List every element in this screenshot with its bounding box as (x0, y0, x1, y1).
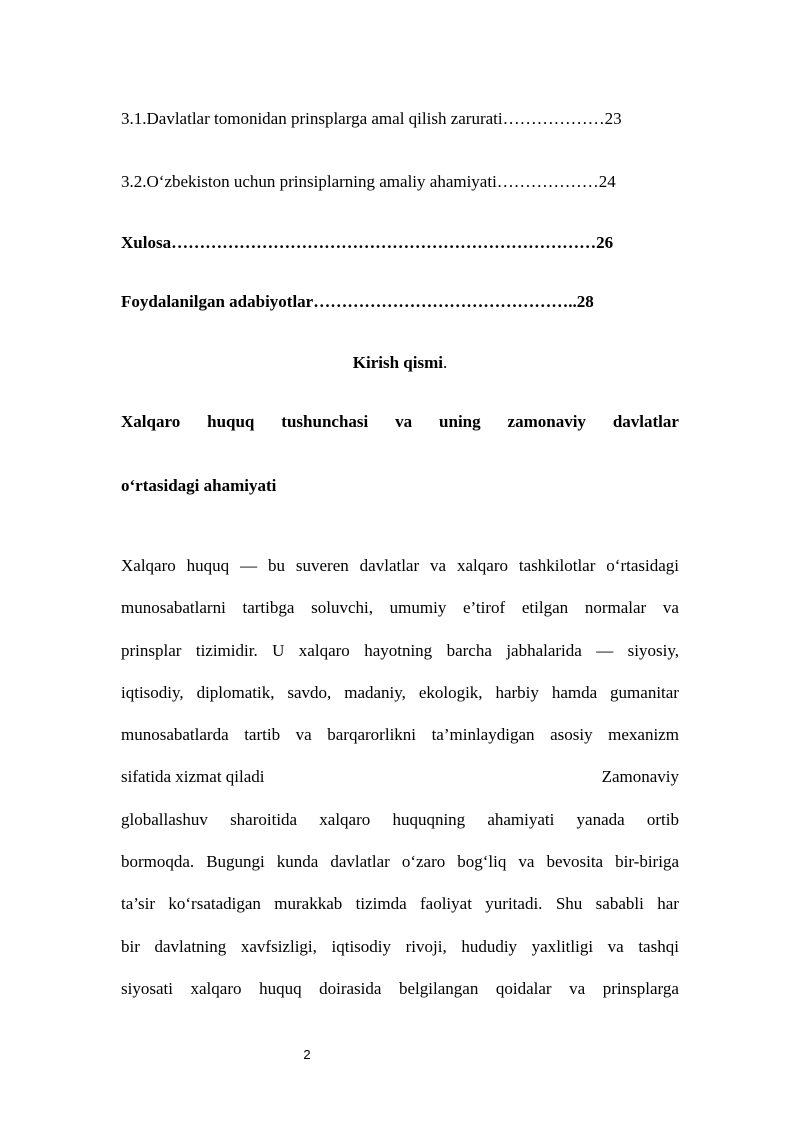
body-line-7-word: ahamiyati (487, 809, 555, 829)
toc-item-3-1: 3.1.Davlatlar tomonidan prinsplarga amal qilish zarurati………………23 (121, 109, 622, 128)
body-line-1-word: huquq (186, 556, 230, 575)
body-line-9-word: faoliyat (420, 894, 472, 914)
body-line-5-word: barqarorlikni (327, 725, 417, 745)
body-line-7-word: globallashuv (121, 809, 208, 829)
body-line-9-word: har (657, 894, 679, 914)
toc-item-references: Foydalanilgan adabiyotlar………………………………………..28 (121, 292, 594, 311)
body-line-2 (121, 587, 679, 629)
page-number: 2 (303, 1047, 311, 1062)
body-line-6-right: Zamonaviy (601, 767, 679, 787)
intro-title-suffix: . (442, 353, 448, 372)
body-line-5 (121, 714, 679, 756)
body-line-3-word: barcha (446, 640, 492, 660)
section-heading-line-1-word: va (395, 412, 413, 431)
body-line-4-word: ekologik, (418, 682, 483, 702)
section-heading-line-2: o‘rtasidagi ahamiyati (121, 476, 277, 495)
body-line-2-word: tartibga (242, 598, 295, 618)
body-line-3-word: jabhalarida (506, 640, 582, 660)
body-line-10-word: iqtisodiy (331, 936, 392, 956)
body-line-3-word: U (272, 640, 285, 660)
body-line-4-word: hamda (551, 682, 598, 702)
body-line-2-word: va (662, 598, 679, 618)
body-line-9-word: sababli (595, 894, 644, 914)
section-heading (121, 412, 679, 496)
body-line-10-word: rivoji, (405, 936, 447, 956)
body-line-8-word: Bugungi (206, 852, 265, 872)
body-line-3 (121, 630, 679, 672)
body-line-8-word: bog‘liq (457, 852, 507, 872)
body-line-9-word: ko‘rsatadigan (168, 894, 261, 914)
body-line-5-word: mexanizm (608, 725, 679, 745)
body-line-11 (121, 968, 679, 1010)
body-line-5-word: ta’minlaydigan (431, 725, 535, 745)
body-line-10-word: hududiy (461, 936, 518, 956)
body-line-9-word: ta’sir (121, 894, 155, 914)
body-line-11-word: qoidalar (495, 978, 552, 998)
body-line-6-left: sifatida xizmat qiladi (121, 767, 265, 787)
body-line-11-word: siyosati (121, 978, 173, 998)
body-line-11-word: prinsplarga (602, 978, 679, 998)
body-paragraph (121, 545, 679, 1010)
body-line-8-word: davlatlar (330, 852, 390, 872)
intro-title (0, 353, 800, 373)
body-line-8 (121, 841, 679, 883)
body-line-9-word: tizimda (355, 894, 407, 914)
body-line-1-word: suveren (295, 556, 349, 575)
body-line-10-word: bir (121, 936, 140, 956)
body-line-11-word: belgilangan (399, 978, 479, 998)
body-line-8-word: o‘zaro (401, 852, 446, 872)
section-heading-line-1 (121, 412, 679, 432)
body-line-1-word: o‘rtasidagi (606, 556, 679, 575)
body-line-5-word: tartib (244, 725, 281, 745)
body-line-10-word: davlatning (154, 936, 227, 956)
body-line-7-word: yanada (576, 809, 625, 829)
body-line-2-word: e’tirof (463, 598, 506, 618)
section-heading-line-1-word: davlatlar (612, 412, 679, 431)
body-line-11-word: va (569, 978, 586, 998)
body-line-2-word: munosabatlarni (121, 598, 226, 618)
body-line-7-word: ortib (646, 809, 679, 829)
body-line-9-word: Shu (555, 894, 583, 914)
body-line-8-word: kunda (276, 852, 319, 872)
body-line-5-word: va (295, 725, 312, 745)
body-line-4-word: gumanitar (610, 682, 679, 702)
body-line-2-word: normalar (584, 598, 647, 618)
body-line-8-word: bir-biriga (615, 852, 679, 872)
body-line-8-word: va (518, 852, 535, 872)
body-line-4-word: madaniy, (344, 682, 406, 702)
body-line-1-word: — (240, 556, 258, 575)
body-line-4-word: diplomatik, (196, 682, 275, 702)
body-line-11-word: huquq (259, 978, 302, 998)
body-line-4 (121, 672, 679, 714)
body-line-7-word: xalqaro (319, 809, 371, 829)
section-heading-line-1-word: uning (439, 412, 481, 431)
body-line-3-word: siyosiy, (627, 640, 679, 660)
body-line-8-word: bormoqda. (121, 852, 195, 872)
section-heading-line-1-word: zamonaviy (507, 412, 586, 431)
body-line-1-word: xalqaro (457, 556, 508, 575)
body-line-1-word: davlatlar (359, 556, 420, 575)
body-line-3-word: xalqaro (298, 640, 350, 660)
body-line-3-word: prinsplar (121, 640, 182, 660)
body-line-10-word: va (607, 936, 624, 956)
body-line-3-word: — (596, 640, 614, 660)
body-line-9 (121, 883, 679, 925)
body-line-11-word: xalqaro (190, 978, 242, 998)
body-line-8-word: bevosita (546, 852, 604, 872)
toc-item-conclusion: Xulosa…………………………………………………………………26 (121, 233, 614, 252)
body-line-11-word: doirasida (319, 978, 382, 998)
body-line-1-word: bu (267, 556, 285, 575)
body-line-9-word: yuritadi. (485, 894, 543, 914)
body-line-1-word: Xalqaro (121, 556, 176, 575)
body-line-5-word: asosiy (550, 725, 593, 745)
body-line-1-word: tashkilotlar (518, 556, 596, 575)
body-line-10-word: xavfsizligi, (240, 936, 317, 956)
body-line-5-word: munosabatlarda (121, 725, 229, 745)
body-line-10 (121, 926, 679, 968)
body-line-7 (121, 799, 679, 841)
body-line-6 (121, 756, 679, 798)
body-line-3-word: tizimidir. (195, 640, 258, 660)
body-line-2-word: soluvchi, (311, 598, 373, 618)
section-heading-line-1-word: huquq (207, 412, 255, 431)
body-line-1 (121, 545, 679, 587)
section-heading-line-1-word: Xalqaro (121, 412, 181, 431)
body-line-2-word: etilgan (521, 598, 569, 618)
body-line-9-word: murakkab (274, 894, 343, 914)
body-line-4-word: iqtisodiy, (121, 682, 184, 702)
body-line-10-word: yaxlitligi (531, 936, 594, 956)
body-line-3-word: hayotning (364, 640, 433, 660)
body-line-7-word: sharoitida (230, 809, 298, 829)
body-line-1-word: va (430, 556, 447, 575)
body-line-10-word: tashqi (638, 936, 679, 956)
body-line-2-word: umumiy (389, 598, 447, 618)
body-line-4-word: savdo, (287, 682, 332, 702)
intro-title-text: Kirish qismi (352, 353, 443, 372)
toc-item-3-2: 3.2.O‘zbekiston uchun prinsiplarning amaliy ahamiyati………………24 (121, 172, 616, 191)
section-heading-line-1-word: tushunchasi (281, 412, 369, 431)
body-line-4-word: harbiy (495, 682, 539, 702)
body-line-7-word: huquqning (392, 809, 466, 829)
